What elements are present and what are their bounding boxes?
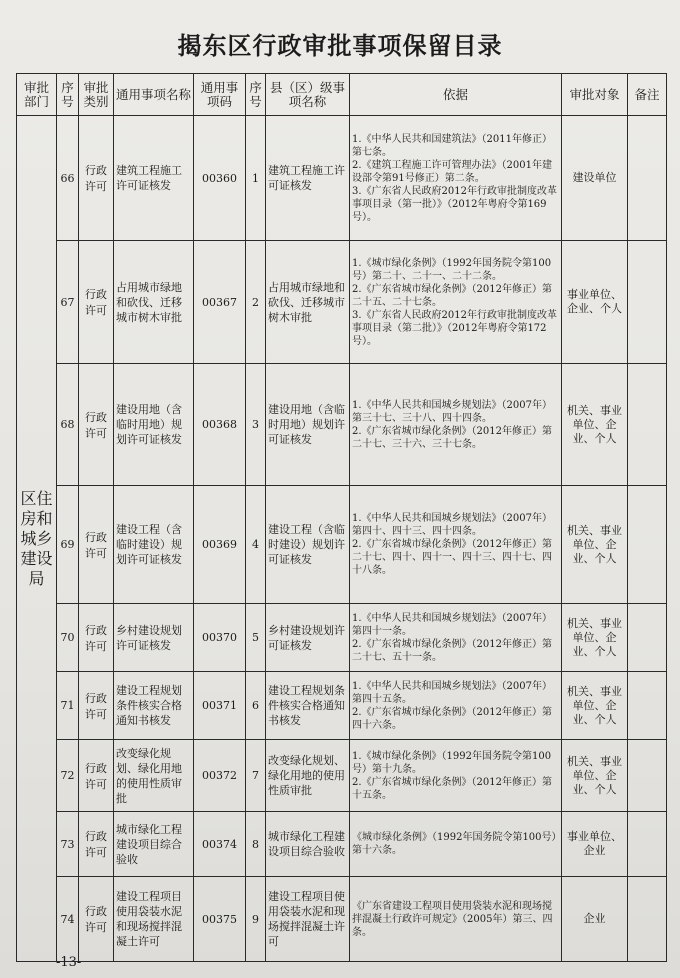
object-cell: 机关、事业单位、企业、个人 (562, 364, 628, 486)
general-name-cell: 城市绿化工程建设项目综合验收 (114, 812, 194, 877)
basis-cell: 1.《中华人民共和国建筑法》（2011年修正）第七条。 2.《建筑工程施工许可管理办法》（2001年建设部令第91号修正）第二条。 3.《广东省人民政府2012年行政审批制度改革事项目录（第一批）》（2012年粤府令第169号）。 (350, 116, 562, 241)
header-remark: 备注 (628, 74, 667, 116)
county-name-cell: 城市绿化工程建设项目综合验收 (266, 812, 350, 877)
seq2-cell: 4 (246, 486, 266, 604)
basis-cell: 1.《中华人民共和国城乡规划法》（2007年）第四十五条。 2.《广东省城市绿化条例》（2012年修正）第四十六条。 (350, 672, 562, 740)
general-name-cell: 建设工程（含临时建设）规划许可证核发 (114, 486, 194, 604)
object-cell: 建设单位 (562, 116, 628, 241)
table-row (17, 364, 667, 486)
remark-cell (628, 812, 667, 877)
county-name-cell: 建设工程项目使用袋装水泥和现场搅拌混凝土许可 (266, 877, 350, 962)
code-cell: 00371 (194, 672, 246, 740)
type-cell: 行政许可 (79, 116, 114, 241)
general-name-cell: 建筑工程施工许可证核发 (114, 116, 194, 241)
seq-cell: 70 (57, 604, 79, 672)
general-name-cell: 建设工程项目使用袋装水泥和现场搅拌混凝土许可 (114, 877, 194, 962)
header-object: 审批对象 (562, 74, 628, 116)
seq-cell: 66 (57, 116, 79, 241)
type-cell: 行政许可 (79, 241, 114, 364)
seq-cell: 69 (57, 486, 79, 604)
basis-cell: 1.《中华人民共和国城乡规划法》（2007年）第四十一条。 2.《广东省城市绿化条例》（2012年修正）第二十七、五十一条。 (350, 604, 562, 672)
page-number: -13- (56, 955, 82, 970)
seq2-cell: 6 (246, 672, 266, 740)
basis-cell: 《广东省建设工程项目使用袋装水泥和现场搅拌混凝土行政许可规定》（2005年）第三、四条。 (350, 877, 562, 962)
seq-cell: 74 (57, 877, 79, 962)
remark-cell (628, 604, 667, 672)
object-cell: 机关、事业单位、企业、个人 (562, 672, 628, 740)
seq-cell: 73 (57, 812, 79, 877)
general-name-cell: 建设用地（含临时用地）规划许可证核发 (114, 364, 194, 486)
code-cell: 00374 (194, 812, 246, 877)
seq2-cell: 8 (246, 812, 266, 877)
county-name-cell: 占用城市绿地和砍伐、迁移城市树木审批 (266, 241, 350, 364)
type-cell: 行政许可 (79, 672, 114, 740)
table-row (17, 241, 667, 364)
basis-cell: 1.《城市绿化条例》（1992年国务院令第100号）第二十、二十一、二十二条。 2.《广东省城市绿化条例》（2012年修正）第二十五、二十七条。 3.《广东省人民政府2012年行政审批制度改革事项目录（第二批）》（2012年粤府令第172号）。 (350, 241, 562, 364)
table-row (17, 877, 667, 962)
header-code: 通用事项码 (194, 74, 246, 116)
department-cell: 区住房和城乡建设局 (17, 116, 57, 962)
basis-cell: 1.《中华人民共和国城乡规划法》（2007年）第四十、四十三、四十四条。 2.《广东省城市绿化条例》（2012年修正）第二十七、四十、四十一、四十三、四十七、四十八条。 (350, 486, 562, 604)
code-cell: 00370 (194, 604, 246, 672)
basis-cell: 1.《城市绿化条例》（1992年国务院令第100号）第十九条。 2.《广东省城市绿化条例》（2012年修正）第十五条。 (350, 740, 562, 812)
object-cell: 机关、事业单位、企业、个人 (562, 604, 628, 672)
header-general-name: 通用事项名称 (114, 74, 194, 116)
seq2-cell: 2 (246, 241, 266, 364)
seq2-cell: 1 (246, 116, 266, 241)
type-cell: 行政许可 (79, 877, 114, 962)
remark-cell (628, 116, 667, 241)
code-cell: 00369 (194, 486, 246, 604)
object-cell: 事业单位、企业、个人 (562, 241, 628, 364)
seq2-cell: 3 (246, 364, 266, 486)
seq2-cell: 5 (246, 604, 266, 672)
table-row (17, 604, 667, 672)
header-row (17, 74, 667, 116)
seq-cell: 72 (57, 740, 79, 812)
county-name-cell: 建设工程（含临时建设）规划许可证核发 (266, 486, 350, 604)
table-row (17, 740, 667, 812)
type-cell: 行政许可 (79, 486, 114, 604)
county-name-cell: 建设工程规划条件核实合格通知书核发 (266, 672, 350, 740)
code-cell: 00372 (194, 740, 246, 812)
object-cell: 机关、事业单位、企业、个人 (562, 740, 628, 812)
object-cell: 机关、事业单位、企业、个人 (562, 486, 628, 604)
general-name-cell: 改变绿化规划、绿化用地的使用性质审批 (114, 740, 194, 812)
remark-cell (628, 486, 667, 604)
general-name-cell: 占用城市绿地和砍伐、迁移城市树木审批 (114, 241, 194, 364)
county-name-cell: 建筑工程施工许可证核发 (266, 116, 350, 241)
county-name-cell: 建设用地（含临时用地）规划许可证核发 (266, 364, 350, 486)
type-cell: 行政许可 (79, 812, 114, 877)
general-name-cell: 建设工程规划条件核实合格通知书核发 (114, 672, 194, 740)
remark-cell (628, 740, 667, 812)
seq-cell: 68 (57, 364, 79, 486)
county-name-cell: 乡村建设规划许可证核发 (266, 604, 350, 672)
remark-cell (628, 364, 667, 486)
header-county-name: 县（区）级事项名称 (266, 74, 350, 116)
remark-cell (628, 672, 667, 740)
table-row (17, 486, 667, 604)
basis-cell: 1.《中华人民共和国城乡规划法》（2007年）第三十七、三十八、四十四条。 2.《广东省城市绿化条例》（2012年修正）第二十七、三十六、三十七条。 (350, 364, 562, 486)
object-cell: 事业单位、企业 (562, 812, 628, 877)
seq-cell: 71 (57, 672, 79, 740)
table-row (17, 672, 667, 740)
type-cell: 行政许可 (79, 604, 114, 672)
code-cell: 00375 (194, 877, 246, 962)
seq-cell: 67 (57, 241, 79, 364)
code-cell: 00368 (194, 364, 246, 486)
header-dept: 审批部门 (17, 74, 57, 116)
general-name-cell: 乡村建设规划许可证核发 (114, 604, 194, 672)
header-basis: 依据 (350, 74, 562, 116)
seq2-cell: 9 (246, 877, 266, 962)
code-cell: 00367 (194, 241, 246, 364)
header-type: 审批类别 (79, 74, 114, 116)
basis-cell: 《城市绿化条例》（1992年国务院令第100号）第十六条。 (350, 812, 562, 877)
code-cell: 00360 (194, 116, 246, 241)
table-row (17, 116, 667, 241)
table-row (17, 812, 667, 877)
type-cell: 行政许可 (79, 740, 114, 812)
remark-cell (628, 241, 667, 364)
header-seq: 序号 (57, 74, 79, 116)
remark-cell (628, 877, 667, 962)
seq2-cell: 7 (246, 740, 266, 812)
type-cell: 行政许可 (79, 364, 114, 486)
county-name-cell: 改变绿化规划、绿化用地的使用性质审批 (266, 740, 350, 812)
header-seq2: 序号 (246, 74, 266, 116)
document-title: 揭东区行政审批事项保留目录 (177, 32, 503, 60)
catalog-table (16, 73, 667, 962)
object-cell: 企业 (562, 877, 628, 962)
